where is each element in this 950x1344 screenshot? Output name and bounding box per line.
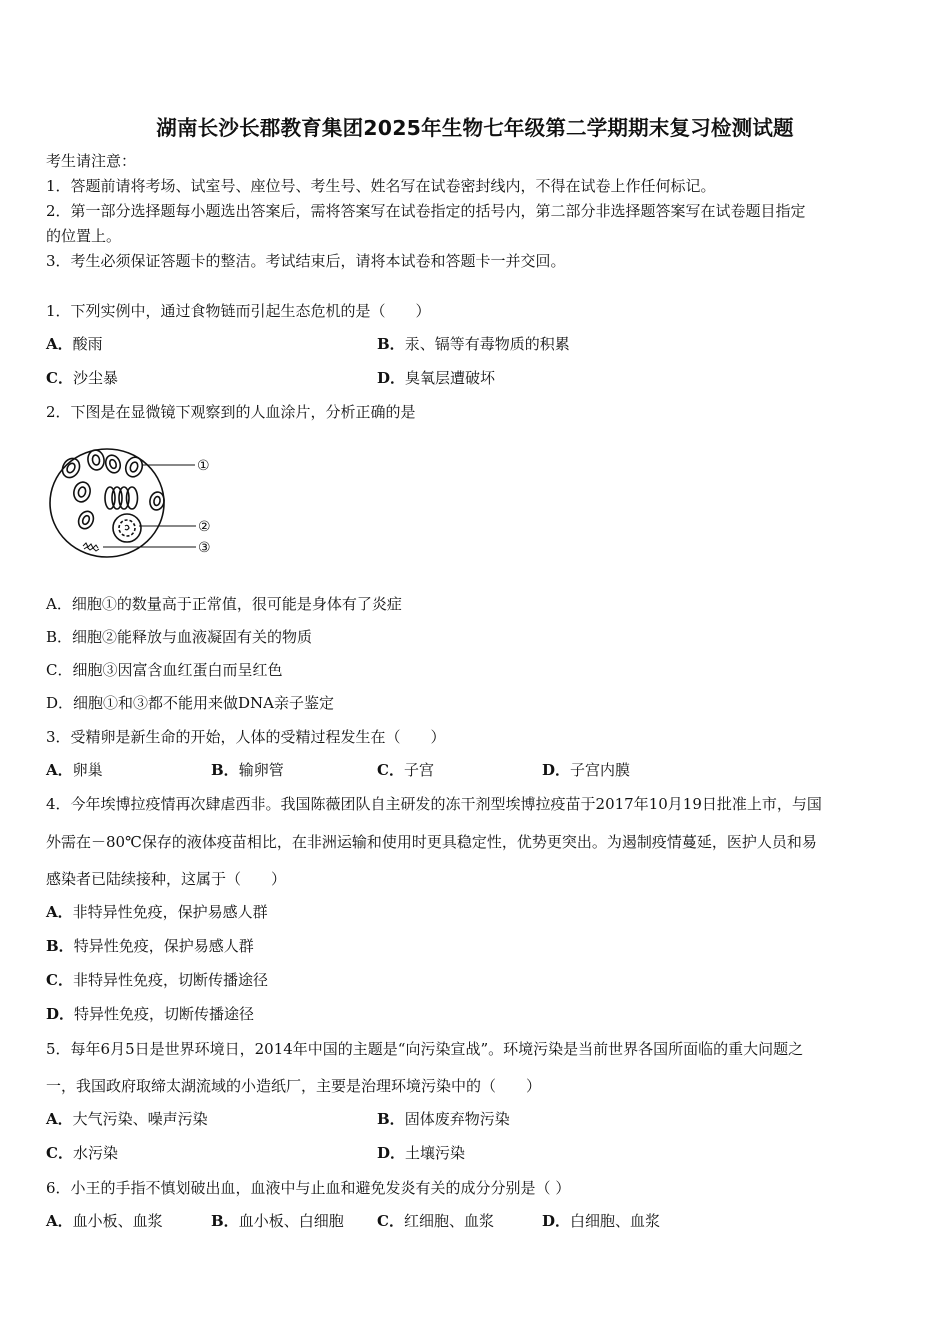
q1-option-a[interactable] xyxy=(46,334,103,354)
q5-option-b[interactable] xyxy=(377,1109,510,1129)
option-text: 特异性免疫，保护易感人群 xyxy=(73,937,254,955)
option-text: 输卵管 xyxy=(238,761,284,779)
option-label: D． xyxy=(542,1212,571,1230)
q4-option-b[interactable] xyxy=(46,936,254,956)
platelets xyxy=(83,543,99,551)
q4-option-c[interactable] xyxy=(46,970,268,990)
question-6-stem: 6．小王的手指不慎划破出血，血液中与止血和避免发炎有关的成分分别是（ ） xyxy=(46,1179,571,1197)
option-text: 大气污染、噪声污染 xyxy=(72,1110,208,1128)
option-label: C． xyxy=(46,971,73,989)
question-5-stem-line-2: 一，我国政府取缔太湖流域的小造纸厂，主要是治理环境污染中的（ ） xyxy=(46,1077,542,1095)
q5-option-a[interactable] xyxy=(46,1109,208,1129)
option-label: A． xyxy=(46,595,72,613)
q3-option-b[interactable] xyxy=(211,760,284,780)
option-label: B． xyxy=(46,628,73,646)
option-label: B． xyxy=(377,335,405,353)
q3-option-c[interactable] xyxy=(377,760,434,780)
option-text: 血小板、白细胞 xyxy=(238,1212,344,1230)
q5-option-d[interactable] xyxy=(377,1143,465,1163)
q6-option-d[interactable] xyxy=(542,1211,660,1231)
option-label: B． xyxy=(211,761,239,779)
option-text: 卵巢 xyxy=(72,761,103,779)
white-blood-cell xyxy=(113,514,141,542)
notice-item-1: 1．答题前请将考场、试室号、座位号、考生号、姓名写在试卷密封线内，不得在试卷上作任何标记。 xyxy=(46,177,716,195)
option-label: C． xyxy=(46,369,73,387)
label-3: ③ xyxy=(198,540,211,556)
option-label: C． xyxy=(377,1212,404,1230)
option-text: 土壤污染 xyxy=(405,1144,466,1162)
option-text: 红细胞、血浆 xyxy=(403,1212,494,1230)
question-4-stem-line-3: 感染者已陆续接种，这属于（ ） xyxy=(46,870,287,888)
notice-heading: 考生请注意： xyxy=(46,152,137,170)
option-text: 细胞①的数量高于正常值，很可能是身体有了炎症 xyxy=(71,595,402,613)
option-text: 子宫 xyxy=(403,761,434,779)
question-2-stem: 2．下图是在显微镜下观察到的人血涂片，分析正确的是 xyxy=(46,403,416,421)
option-text: 子宫内膜 xyxy=(570,761,631,779)
option-label: D． xyxy=(542,761,571,779)
blood-smear-figure xyxy=(48,446,223,571)
option-text: 固体废弃物污染 xyxy=(404,1110,510,1128)
notice-item-2: 2．第一部分选择题每小题选出答案后，需将答案写在试卷指定的括号内，第二部分非选择题答案写在试卷题目指定 xyxy=(46,202,806,220)
q2-option-b[interactable] xyxy=(46,627,312,647)
q6-option-a[interactable] xyxy=(46,1211,163,1231)
q4-option-a[interactable] xyxy=(46,902,268,922)
option-text: 白细胞、血浆 xyxy=(570,1212,661,1230)
question-5-stem-line-1: 5．每年6月5日是世界环境日，2014年中国的主题是“向污染宣战”。环境污染是当前世界各国所面临的重大问题之 xyxy=(46,1040,804,1058)
option-label: A． xyxy=(46,1212,73,1230)
q3-option-a[interactable] xyxy=(46,760,103,780)
option-label: D． xyxy=(377,369,406,387)
q2-option-a[interactable] xyxy=(46,594,402,614)
label-1: ① xyxy=(197,458,210,474)
q4-option-d[interactable] xyxy=(46,1004,254,1024)
notice-item-3: 3．考生必须保证答题卡的整洁。考试结束后，请将本试卷和答题卡一并交回。 xyxy=(46,252,566,270)
option-label: C． xyxy=(377,761,404,779)
option-text: 沙尘暴 xyxy=(72,369,118,387)
option-label: B． xyxy=(377,1110,405,1128)
option-label: A． xyxy=(46,1110,73,1128)
question-4-stem-line-2: 外需在－80℃保存的液体疫苗相比，在非洲运输和使用时更具稳定性，优势更突出。为遏制疫情蔓延，医护人员和易 xyxy=(46,833,817,851)
option-text: 非特异性免疫，切断传播途径 xyxy=(72,971,268,989)
page-title: 湖南长沙长郡教育集团2025年生物七年级第二学期期末复习检测试题 xyxy=(156,116,794,140)
option-text: 酸雨 xyxy=(72,335,103,353)
option-label: A． xyxy=(46,335,73,353)
question-1-stem: 1．下列实例中，通过食物链而引起生态危机的是（ ） xyxy=(46,302,431,320)
option-text: 特异性免疫，切断传播途径 xyxy=(74,1005,255,1023)
option-text: 臭氧层遭破坏 xyxy=(405,369,496,387)
q5-option-c[interactable] xyxy=(46,1143,118,1163)
option-label: B． xyxy=(46,937,74,955)
option-label: A． xyxy=(46,761,73,779)
option-text: 血小板、血浆 xyxy=(72,1212,163,1230)
option-text: 非特异性免疫，保护易感人群 xyxy=(72,903,268,921)
notice-item-2-cont: 的位置上。 xyxy=(46,227,122,245)
red-blood-cells xyxy=(59,449,165,531)
option-label: D． xyxy=(46,694,74,712)
option-text: 细胞②能释放与血液凝固有关的物质 xyxy=(72,628,313,646)
q3-option-d[interactable] xyxy=(542,760,630,780)
option-label: B． xyxy=(211,1212,239,1230)
option-label: D． xyxy=(46,1005,75,1023)
q1-option-d[interactable] xyxy=(377,368,495,388)
option-text: 细胞③因富含血红蛋白而呈红色 xyxy=(72,661,283,679)
option-label: A． xyxy=(46,903,73,921)
option-text: 水污染 xyxy=(72,1144,118,1162)
q6-option-c[interactable] xyxy=(377,1211,494,1231)
q2-option-d[interactable] xyxy=(46,693,334,713)
question-3-stem: 3．受精卵是新生命的开始，人体的受精过程发生在（ ） xyxy=(46,728,446,746)
option-label: D． xyxy=(377,1144,406,1162)
q1-option-b[interactable] xyxy=(377,334,570,354)
q6-option-b[interactable] xyxy=(211,1211,344,1231)
question-4-stem-line-1: 4．今年埃博拉疫情再次肆虐西非。我国陈薇团队自主研发的冻干剂型埃博拉疫苗于2017年10月19日批准上市，与国 xyxy=(46,795,822,813)
option-text: 汞、镉等有毒物质的积累 xyxy=(404,335,570,353)
option-text: 细胞①和③都不能用来做DNA亲子鉴定 xyxy=(73,694,335,712)
q2-option-c[interactable] xyxy=(46,660,283,680)
label-2: ② xyxy=(198,519,211,535)
option-label: C． xyxy=(46,661,73,679)
q1-option-c[interactable] xyxy=(46,368,118,388)
option-label: C． xyxy=(46,1144,73,1162)
